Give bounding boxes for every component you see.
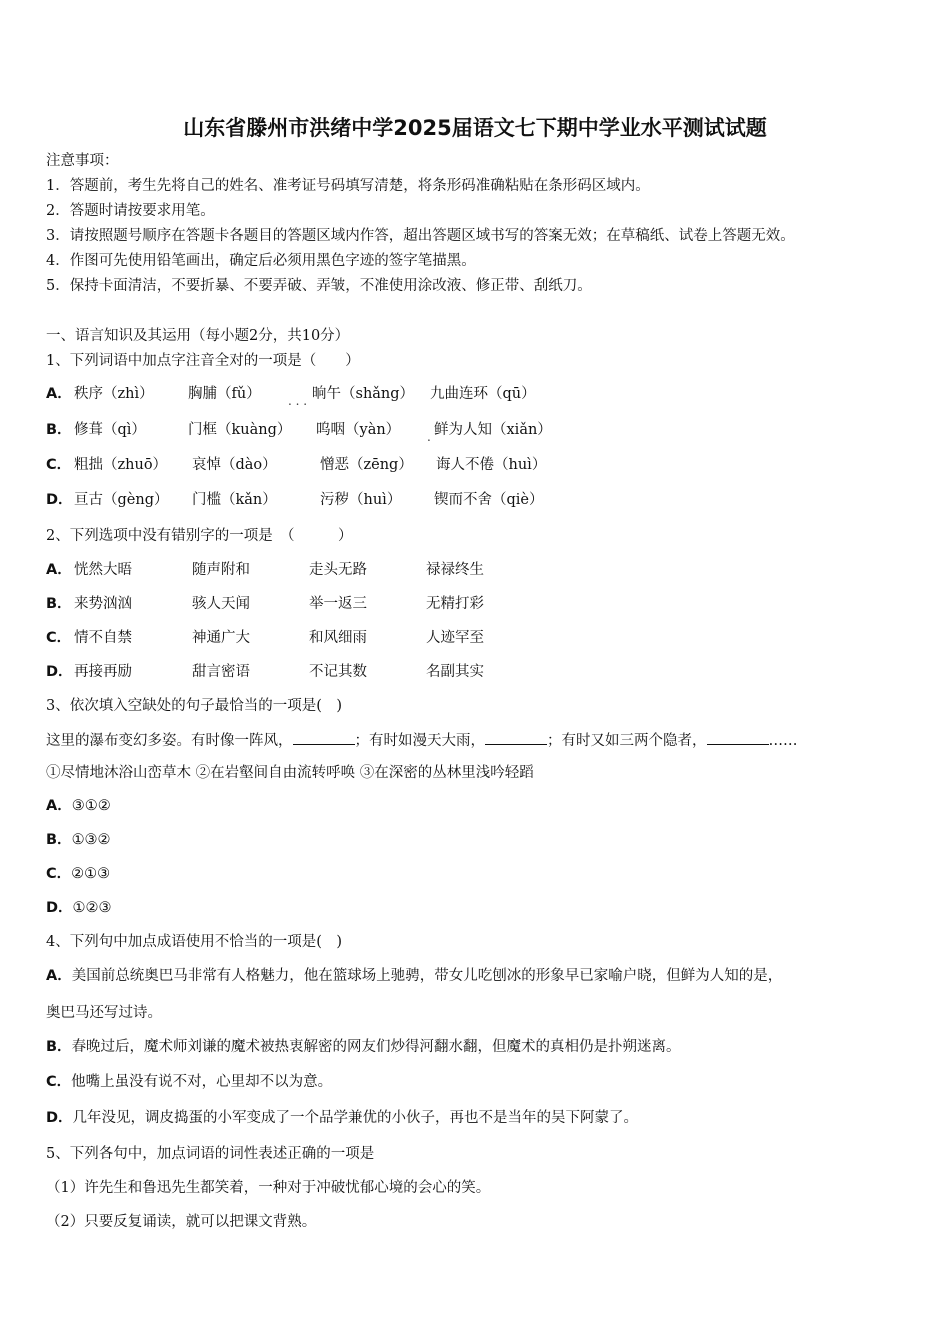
option-label: B． xyxy=(46,1039,72,1055)
emphasis-dot: . xyxy=(427,430,431,444)
fill-sentence xyxy=(46,730,798,751)
option-label: A． xyxy=(46,968,72,984)
option-row xyxy=(46,1072,332,1092)
option-row xyxy=(46,966,782,986)
option-item: 无精打彩 xyxy=(426,596,484,612)
option-continuation: 奥巴马还写过诗。 xyxy=(46,1005,162,1021)
question-stem: 1、下列词语中加点字注音全对的一项是（ ） xyxy=(46,353,360,369)
option-row xyxy=(46,864,110,884)
option-text: 他嘴上虽没有说不对，心里却不以为意。 xyxy=(71,1074,333,1090)
option-item: 胸脯（fǔ） xyxy=(188,386,261,402)
option-text: ②①③ xyxy=(71,866,111,882)
option-item: 神通广大 xyxy=(192,630,250,646)
option-row xyxy=(46,1108,638,1128)
question-stem: 4、下列句中加点成语使用不恰当的一项是( ) xyxy=(46,934,343,950)
option-item: 随声附和 xyxy=(192,562,250,578)
section-heading: 一、语言知识及其运用（每小题2分，共10分） xyxy=(46,328,350,344)
option-item: 修葺（qì） xyxy=(74,422,146,438)
option-label: D． xyxy=(46,1110,73,1126)
option-text: 几年没见，调皮捣蛋的小军变成了一个品学兼优的小伙子，再也不是当年的吴下阿蒙了。 xyxy=(72,1110,639,1126)
sub-item: （2）只要反复诵读，就可以把课文背熟。 xyxy=(46,1214,317,1230)
notes-heading: 注意事项： xyxy=(46,153,119,169)
option-label: C． xyxy=(46,866,72,882)
option-label: C． xyxy=(46,457,72,473)
question-stem: 5、下列各句中，加点词语的词性表述正确的一项是 xyxy=(46,1146,375,1162)
sentence-part: …… xyxy=(768,733,798,749)
option-row xyxy=(46,796,111,816)
option-row xyxy=(46,1037,681,1057)
option-item: 晌午（shǎng） xyxy=(312,386,415,402)
answer-blank[interactable] xyxy=(707,730,769,745)
option-item: 来势汹汹 xyxy=(74,596,132,612)
option-row xyxy=(46,898,112,918)
page-title: 山东省滕州市洪绪中学2025届语文七下期中学业水平测试试题 xyxy=(183,116,767,140)
option-label: D． xyxy=(46,900,73,916)
option-item: 哀悼（dào） xyxy=(192,457,277,473)
option-item: 门框（kuàng） xyxy=(188,422,292,438)
sentence-part: ；有时又如三两个隐者， xyxy=(547,733,707,749)
option-text: ③①② xyxy=(71,798,111,814)
note-item: 3．请按照题号顺序在答题卡各题目的答题区域内作答，超出答题区域书写的答案无效；在草稿纸、试卷上答题无效。 xyxy=(46,228,795,244)
option-label: B． xyxy=(46,832,72,848)
option-item: 诲人不倦（huì） xyxy=(436,457,547,473)
option-item: 憎恶（zēng） xyxy=(320,457,413,473)
option-row xyxy=(46,490,926,510)
option-item: 呜咽（yàn） xyxy=(316,422,401,438)
choice-list: ①尽情地沐浴山峦草木 ②在岩壑间自由流转呼唤 ③在深密的丛林里浅吟轻蹈 xyxy=(46,765,534,781)
note-item: 2．答题时请按要求用笔。 xyxy=(46,203,215,219)
option-label: B． xyxy=(46,422,72,438)
option-item: 锲而不舍（qiè） xyxy=(434,492,544,508)
option-row xyxy=(46,420,926,440)
option-item: 禄禄终生 xyxy=(426,562,484,578)
option-item: 不记其数 xyxy=(309,664,367,680)
option-item: 举一返三 xyxy=(309,596,367,612)
option-row xyxy=(46,384,926,404)
option-item: 九曲连环（qū） xyxy=(430,386,536,402)
option-item: 甜言密语 xyxy=(192,664,250,680)
option-row xyxy=(46,455,926,475)
option-item: 人迹罕至 xyxy=(426,630,484,646)
option-item: 污秽（huì） xyxy=(320,492,402,508)
option-label: D． xyxy=(46,492,73,508)
option-text: ①②③ xyxy=(72,900,112,916)
option-item: 秩序（zhì） xyxy=(74,386,154,402)
option-item: 名副其实 xyxy=(426,664,484,680)
note-item: 5．保持卡面清洁，不要折暴、不要弄破、弄皱，不准使用涂改液、修正带、刮纸刀。 xyxy=(46,278,592,294)
answer-blank[interactable] xyxy=(485,730,547,745)
question-stem: 2、下列选项中没有错别字的一项是 （ ） xyxy=(46,528,353,544)
option-row xyxy=(46,594,926,614)
sentence-part: 这里的瀑布变幻多姿。有时像一阵风， xyxy=(46,733,293,749)
option-item: 骇人天闻 xyxy=(192,596,250,612)
option-label: C． xyxy=(46,1074,72,1090)
option-item: 再接再励 xyxy=(74,664,132,680)
option-item: 门槛（kǎn） xyxy=(192,492,277,508)
note-item: 1．答题前，考生先将自己的姓名、准考证号码填写清楚，将条形码准确粘贴在条形码区域内。 xyxy=(46,178,650,194)
option-row xyxy=(46,628,926,648)
option-item: 情不自禁 xyxy=(74,630,132,646)
option-text: 春晚过后，魔术师刘谦的魔术被热衷解密的网友们炒得河翻水翻，但魔术的真相仍是扑朔迷离。 xyxy=(71,1039,681,1055)
note-item: 4．作图可先使用铅笔画出，确定后必须用黑色字迹的签字笔描黑。 xyxy=(46,253,476,269)
option-item: 走头无路 xyxy=(309,562,367,578)
option-label: C． xyxy=(46,630,72,646)
option-label: A． xyxy=(46,386,72,402)
option-item: 恍然大晤 xyxy=(74,562,132,578)
option-label: A． xyxy=(46,798,72,814)
option-text: ①③② xyxy=(71,832,111,848)
question-stem: 3、依次填入空缺处的句子最恰当的一项是( ) xyxy=(46,698,343,714)
option-label: B． xyxy=(46,596,72,612)
option-row xyxy=(46,662,926,682)
answer-blank[interactable] xyxy=(293,730,355,745)
option-item: 鲜为人知（xiǎn） xyxy=(434,422,552,438)
option-row xyxy=(46,830,111,850)
emphasis-dots: . . . xyxy=(288,394,308,408)
sub-item: （1）许先生和鲁迅先生都笑着，一种对于冲破忧郁心境的会心的笑。 xyxy=(46,1180,491,1196)
option-label: A． xyxy=(46,562,72,578)
option-item: 粗拙（zhuō） xyxy=(74,457,168,473)
option-item: 和风细雨 xyxy=(309,630,367,646)
option-item: 亘古（gèng） xyxy=(74,492,169,508)
option-text: 美国前总统奥巴马非常有人格魅力，他在篮球场上驰骋，带女儿吃刨冰的形象早已家喻户晓，但鲜为人知的是， xyxy=(71,968,783,984)
option-row xyxy=(46,560,926,580)
option-label: D． xyxy=(46,664,73,680)
sentence-part: ；有时如漫天大雨， xyxy=(354,733,485,749)
